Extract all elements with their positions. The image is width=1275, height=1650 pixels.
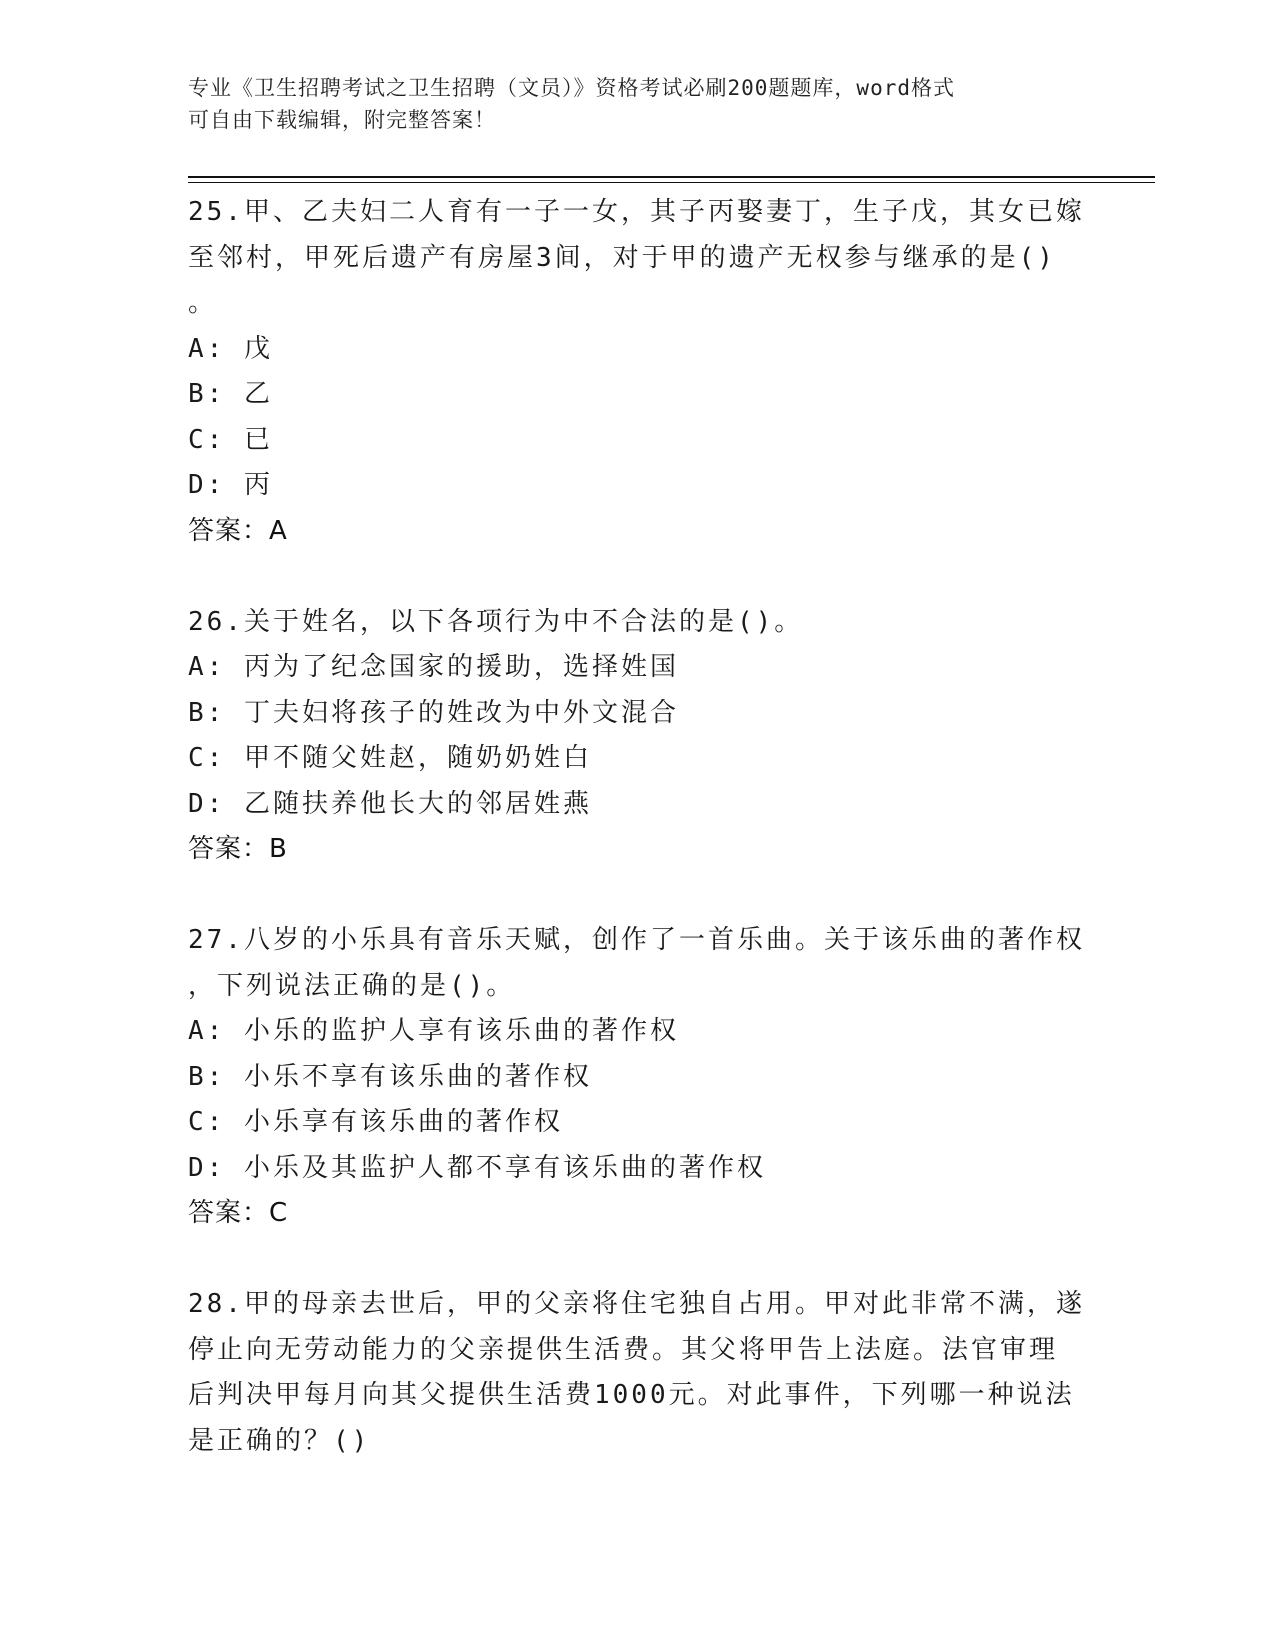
option-c: C: 甲不随父姓赵，随奶奶姓白 bbox=[188, 743, 592, 773]
header-title-line: 专业《卫生招聘考试之卫生招聘（文员）》资格考试必刷200题题库，word格式 bbox=[188, 76, 955, 100]
question-block bbox=[188, 918, 1088, 1237]
option-b: B: 乙 bbox=[188, 379, 273, 409]
answer-line: 答案：C bbox=[188, 1198, 289, 1228]
option-d: D: 小乐及其监护人都不享有该乐曲的著作权 bbox=[188, 1152, 766, 1183]
question-block bbox=[188, 600, 1088, 873]
question-text-line: 停止向无劳动能力的父亲提供生活费。其父将甲告上法庭。法官审理 bbox=[188, 1334, 1059, 1365]
question-text-line: 至邻村，甲死后遗产有房屋3间，对于甲的遗产无权参与继承的是() bbox=[188, 242, 1056, 273]
option-d: D: 乙随扶养他长大的邻居姓燕 bbox=[188, 788, 592, 819]
question-spacer bbox=[188, 873, 1088, 919]
question-block bbox=[188, 190, 1088, 554]
option-a: A: 戊 bbox=[188, 333, 273, 364]
header-divider-thin bbox=[188, 182, 1155, 183]
option-a: A: 小乐的监护人享有该乐曲的著作权 bbox=[188, 1016, 679, 1046]
header-subtitle-line: 可自由下载编辑，附完整答案！ bbox=[188, 108, 496, 132]
header-divider-thick bbox=[188, 176, 1155, 178]
answer-line: 答案：B bbox=[188, 834, 288, 864]
option-b: B: 丁夫妇将孩子的姓改为中外文混合 bbox=[188, 697, 679, 728]
option-c: C: 已 bbox=[188, 424, 273, 455]
document-header bbox=[188, 72, 1068, 136]
question-list bbox=[188, 190, 1088, 1464]
question-text-line: 26.关于姓名，以下各项行为中不合法的是()。 bbox=[188, 606, 804, 637]
question-text-line: ，下列说法正确的是()。 bbox=[188, 970, 516, 1001]
answer-line: 答案：A bbox=[188, 515, 288, 546]
question-text-line: 。 bbox=[188, 288, 218, 318]
question-text-line: 25.甲、乙夫妇二人育有一子一女，其子丙娶妻丁，生子戊，其女已嫁 bbox=[188, 197, 1085, 227]
question-text-line: 27.八岁的小乐具有音乐天赋，创作了一首乐曲。关于该乐曲的著作权 bbox=[188, 925, 1085, 955]
question-spacer bbox=[188, 1237, 1088, 1283]
option-b: B: 小乐不享有该乐曲的著作权 bbox=[188, 1061, 592, 1092]
question-text-line: 后判决甲每月向其父提供生活费1000元。对此事件，下列哪一种说法 bbox=[188, 1380, 1075, 1410]
question-text-line: 28.甲的母亲去世后，甲的父亲将住宅独自占用。甲对此非常不满，遂 bbox=[188, 1289, 1085, 1319]
question-spacer bbox=[188, 554, 1088, 600]
option-c: C: 小乐享有该乐曲的著作权 bbox=[188, 1107, 563, 1137]
question-block bbox=[188, 1282, 1088, 1464]
option-d: D: 丙 bbox=[188, 470, 273, 500]
question-text-line: 是正确的？() bbox=[188, 1425, 371, 1456]
option-a: A: 丙为了纪念国家的援助，选择姓国 bbox=[188, 652, 679, 682]
